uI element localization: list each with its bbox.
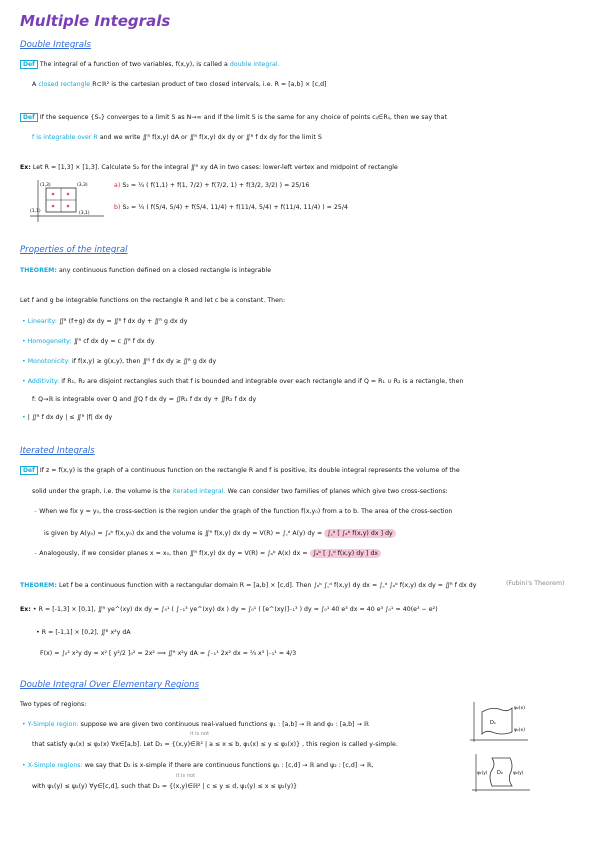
bullet-icon: • [22,318,26,325]
section-iterated: Iterated Integrals [20,446,95,456]
example-2-line3: F(x) = ∫₀² x²y dy = x² [ y²/2 ]₀² = 2x² ⟹ ∬ᴿ x²y dA = ∫₋₁¹ 2x² dx = ⅔ x³ |₋₁¹ = 4/3 [40,650,297,657]
def3-line1: If z = f(x,y) is the graph of a continuous function on the rectangle R and f is positive, its double integral represents the volume of the [39,467,460,474]
part-label: a) [114,182,121,189]
x-simple-text: we say that D₂ is x-simple if there are continuous functions ψ₁ : [c,d] → ℝ and ψ₂ : [c,d] → ℝ, [84,762,374,769]
section-double-integrals: Double Integrals [20,40,91,50]
theorem-fubini [20,580,476,589]
region-label: D₁ [490,720,496,726]
def3-line2-b: We can consider two families of planes which give two cross-sections: [227,488,448,495]
part-b-text: S₂ = ¼ ( f(5/4, 5/4) + f(5/4, 11/4) + f(11/4, 5/4) + f(11/4, 11/4) ) = 25/4 [122,204,349,211]
region-name: X-Simple regions: [27,762,83,769]
highlighted-iterated-integral: ∫꜀ᵈ [ ∫ₐᵇ f(x,y) dx ] dy [324,529,395,538]
corner-label: (3,1) [79,211,90,216]
cross-section-y-line2 [44,528,396,537]
cross-section-x [34,548,381,557]
property-name: Linearity: [27,318,57,325]
def-tag: Def [20,60,38,69]
part-label: b) [114,204,121,211]
upper-curve-label: φ₂(x) [514,706,525,711]
page-title: Multiple Integrals [20,12,171,30]
property-additivity [22,378,463,385]
theorem-label: THEOREM: [20,582,57,589]
definition-integrable [20,114,447,121]
bullet-icon: • [22,762,26,769]
example-2-line1 [20,606,438,613]
example-1-statement [20,164,398,171]
bullet-icon: • [22,721,26,728]
y-simple-figure [468,700,530,744]
property-text: ∬ᴿ (f+g) dx dy = ∬ᴿ f dx dy + ∬ᴿ g dx dy [58,318,188,325]
section-elementary-regions: Double Integral Over Elementary Regions [20,680,200,690]
property-text: if R₁, R₂ are disjoint rectangles such that f is bounded and integrable over each rectangle and if Q = R₁ ∪ R₂ is a rectangle, then [61,378,464,385]
example-1-text: Let R = [1,3] × [1,3]. Calculate S₂ for the integral ∬ᴿ xy dA in two cases: lower-left vertex and midpoint of rectangle [32,164,398,171]
bullet-icon: • [22,358,26,365]
example-label: Ex: [20,606,31,613]
definition-integrable-line2 [32,134,322,141]
bullet-icon: • [22,338,26,345]
property-linearity [22,318,187,325]
property-monotonicity [22,358,216,365]
theorem-text: any continuous function defined on a closed rectangle is integrable [58,267,272,274]
sample-point [52,193,55,196]
property-name: Monotonicity: [27,358,70,365]
example-label: Ex: [20,164,31,171]
def-tag: Def [20,466,38,475]
properties-intro: Let f and g be integrable functions on the rectangle R and let c be a constant. Then: [20,297,286,304]
example-1-part-b [114,204,348,211]
bullet-icon: • [22,378,26,385]
part-a-text: S₂ = ¼ ( f(1,1) + f(1, 7/2) + f(7/2, 1) + f(3/2, 3/2) ) = 25/16 [122,182,310,189]
sample-point [67,205,70,208]
def1-text-a: The integral of a function of two variables, [39,61,174,68]
def3-highlight: iterated integral. [172,488,226,495]
property-absolute-value [22,414,112,421]
definition-volume [20,467,460,474]
right-curve-label: ψ₂(y) [513,771,524,776]
corner-label: (1,1) [30,209,41,214]
cross-section-x-text: Analogously, if we consider planes x = x₀, then ∬ᴿ f(x,y) dx dy = V(R) = ∫ₐᵇ A(x) dx = [39,550,308,557]
def2-highlight: f is integrable over R [32,134,98,141]
region-name: Y-Simple region: [27,721,79,728]
lower-curve-label: φ₁(x) [514,728,525,733]
def1-line2-a: A [32,81,37,88]
section-properties: Properties of the integral [20,245,128,255]
definition-volume-line2 [32,488,448,495]
definition-closed-rectangle [32,81,327,88]
region-outline [482,708,512,734]
cross-section-y [34,508,452,515]
dash-icon: – [34,508,38,515]
property-homogeneity [22,338,154,345]
x-simple-figure [470,752,532,794]
def-tag: Def [20,113,38,122]
def2-line1: If the sequence {Sₙ} converges to a limit S as N→∞ and if the limit S is the same for any choice of points cᵢⱼ∈Rᵢⱼ, then we say that [39,114,447,121]
types-intro: Two types of regions: [20,701,87,708]
corner-label: (1,3) [40,183,51,188]
property-name: Additivity: [27,378,60,385]
property-text: | ∬ᴿ f dx dy | ≤ ∬ᴿ |f| dx dy [27,414,113,421]
sample-point [67,193,70,196]
def3-line2-a: solid under the graph, i.e. the volume is the [32,488,171,495]
example-2-line2: • R = [-1,1] × [0,2], ∬ᴿ x²y dA [36,629,131,636]
definition-double-integral [20,61,280,68]
example-1-grid-figure [24,178,106,224]
theorem-integrable [20,267,271,274]
y-simple-note: it is not [190,731,210,737]
def1-highlight: double integral. [229,61,280,68]
region-label: D₂ [497,770,503,776]
cross-section-y-formula: is given by A(y₀) = ∫ₐᵇ f(x,y₀) dx and the volume is ∬ᴿ f(x,y) dx dy = V(R) = ∫꜀ᵈ A(y) dy = [44,530,323,537]
corner-label: (3,3) [77,183,88,188]
property-text: if f(x,y) ≥ g(x,y), then ∬ᴿ f dx dy ≥ ∬ᴿ g dx dy [71,358,217,365]
theorem-label: THEOREM: [20,267,57,274]
example-1-part-a [114,182,309,189]
y-simple-line2: that satisfy φ₁(x) ≤ φ₂(x) ∀x∈[a,b]. Let D₁ = {(x,y)∈ℝ² | a ≤ x ≤ b, φ₁(x) ≤ y ≤ φ₂(x)} , this region is called y-simple. [32,741,398,748]
bullet-icon: • [22,414,26,421]
example-2-text: • R = [-1,3] × [0,1], ∬ᴿ ye^(xy) dx dy = ∫₀¹ ( ∫₋₁³ ye^(xy) dx ) dy = ∫₀¹ ( [e^(xy)]₋₁³ ) dy = ∫₀¹ 40 e³ dx = 40 e³ ∫₀¹ = 40(e³ − e²) [32,606,438,613]
property-text: ∬ᴿ cf dx dy = c ∬ᴿ f dx dy [73,338,155,345]
def1-text-c: is called a [196,61,228,68]
additivity-line2: f: Q→ℝ is integrable over Q and ∬Q f dx dy = ∬R₁ f dx dy + ∬R₂ f dx dy [32,396,257,403]
x-simple-note: it is not [176,773,196,779]
property-name: Homogeneity: [27,338,72,345]
y-simple-line1 [22,721,369,728]
theorem-text: Let f be a continuous function with a rectangular domain R = [a,b] × [c,d]. Then ∫ₐᵇ ∫꜀ᵈ f(x,y) dy dx = ∫꜀ᵈ ∫ₐᵇ f(x,y) dx dy = ∬ᴿ f dx dy [58,582,477,589]
def1-text-b: f(x,y), [175,61,195,68]
def1-line2-highlight: closed rectangle [38,81,91,88]
def1-line2-b: R⊂ℝ² is the cartesian product of two closed intervals, i.e. R = [a,b] × [c,d] [92,81,327,88]
y-simple-text: suppose we are given two continuous real-valued functions φ₁ : [a,b] → ℝ and φ₂ : [a,b] → ℝ [80,721,369,728]
left-curve-label: ψ₁(y) [477,771,488,776]
dash-icon: – [34,550,38,557]
def2-line2: and we write ∬ᴿ f(x,y) dA or ∬ᴿ f(x,y) dx dy or ∬ᴿ f dx dy for the limit S [99,134,322,141]
x-simple-line2: with ψ₁(y) ≤ ψ₂(y) ∀y∈[c,d], such that D₂ = {(x,y)∈ℝ² | c ≤ y ≤ d, ψ₁(y) ≤ x ≤ ψ₂(y)} [32,783,298,790]
highlighted-iterated-integral: ∫ₐᵇ [ ∫꜀ᵈ f(x,y) dy ] dx [310,549,381,558]
x-simple-line1 [22,762,374,769]
fubini-name: (Fubini's Theorem) [506,580,565,587]
cross-section-y-text: When we fix y = y₀, the cross-section is the region under the graph of the function f(x,y₀) from a to b. The area of the cross-section [39,508,453,515]
sample-point [52,205,55,208]
